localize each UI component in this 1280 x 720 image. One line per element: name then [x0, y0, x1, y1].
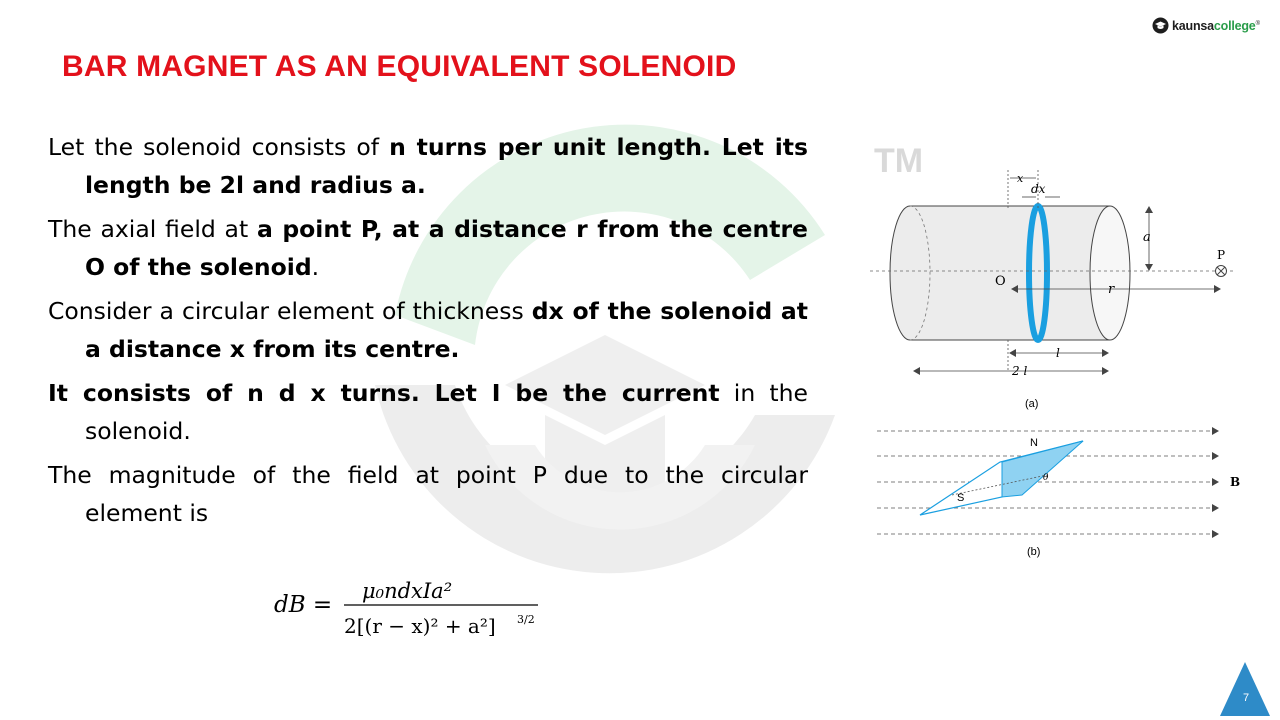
paragraph-2 — [48, 210, 808, 286]
caption-b: (b) — [1027, 546, 1041, 558]
paragraph-5 — [48, 456, 808, 532]
caption-a: (a) — [1025, 398, 1039, 410]
paragraph-4-text: in the solenoid. — [85, 379, 808, 445]
paragraph-3-text: Consider a circular element of thickness — [48, 297, 532, 325]
magnet-shade — [1002, 441, 1083, 497]
figure-a — [870, 170, 1234, 410]
label-B: B — [1230, 475, 1241, 489]
paragraph-2-bold: a point P, at a distance r from the centre O of the solenoid — [85, 215, 808, 281]
figure-b — [877, 427, 1240, 558]
solenoid-right-face — [1090, 206, 1130, 340]
page-number: 7 — [1243, 692, 1250, 704]
paragraph-1 — [48, 128, 808, 204]
paragraph-4-bold: It consists of n d x turns. Let I be the current — [48, 379, 720, 407]
brand-name: kaunsacollege® — [1172, 18, 1260, 33]
label-x: x — [1017, 172, 1024, 185]
equation-graphic — [272, 568, 544, 644]
page-number-triangle-icon — [1220, 662, 1270, 716]
watermark-trademark: TM — [874, 142, 924, 180]
equation-denominator: 2[(r − x)² + a²] — [344, 614, 496, 638]
label-a: a — [1143, 230, 1151, 245]
paragraph-1-bold: n turns per unit length. Let its length be 2l and radius a. — [85, 133, 808, 199]
paragraph-2-text: The axial field at — [48, 215, 257, 243]
paragraph-3 — [48, 292, 808, 368]
field-equation — [272, 568, 544, 644]
paragraph-2-end: . — [311, 253, 320, 281]
graduation-cap-icon — [1152, 17, 1169, 34]
slide-body — [48, 128, 808, 538]
label-O: O — [995, 274, 1006, 289]
label-theta: θ — [1043, 473, 1049, 483]
equation-numerator: μ₀ndxIa² — [362, 579, 453, 603]
label-l: l — [1056, 346, 1060, 360]
solenoid-body — [910, 206, 1110, 340]
label-2l: 2 l — [1012, 364, 1028, 378]
paragraph-1-text: Let the solenoid consists of — [48, 133, 390, 161]
brand-logo — [1152, 17, 1260, 34]
paragraph-3-bold: dx of the solenoid at a distance x from its centre. — [85, 297, 808, 363]
label-r: r — [1108, 282, 1115, 297]
equation-exponent: 3/2 — [517, 613, 535, 626]
label-dx: dx — [1031, 182, 1046, 196]
equation-lhs: dB = — [274, 592, 333, 618]
label-S: S — [957, 492, 965, 504]
slide-title: BAR MAGNET AS AN EQUIVALENT SOLENOID — [62, 50, 737, 83]
paragraph-5-text: The magnitude of the field at point P due to the circular element is — [48, 461, 808, 527]
label-N: N — [1030, 437, 1038, 449]
label-P: P — [1217, 248, 1226, 262]
paragraph-4 — [48, 374, 808, 450]
solenoid-diagram — [862, 155, 1242, 565]
